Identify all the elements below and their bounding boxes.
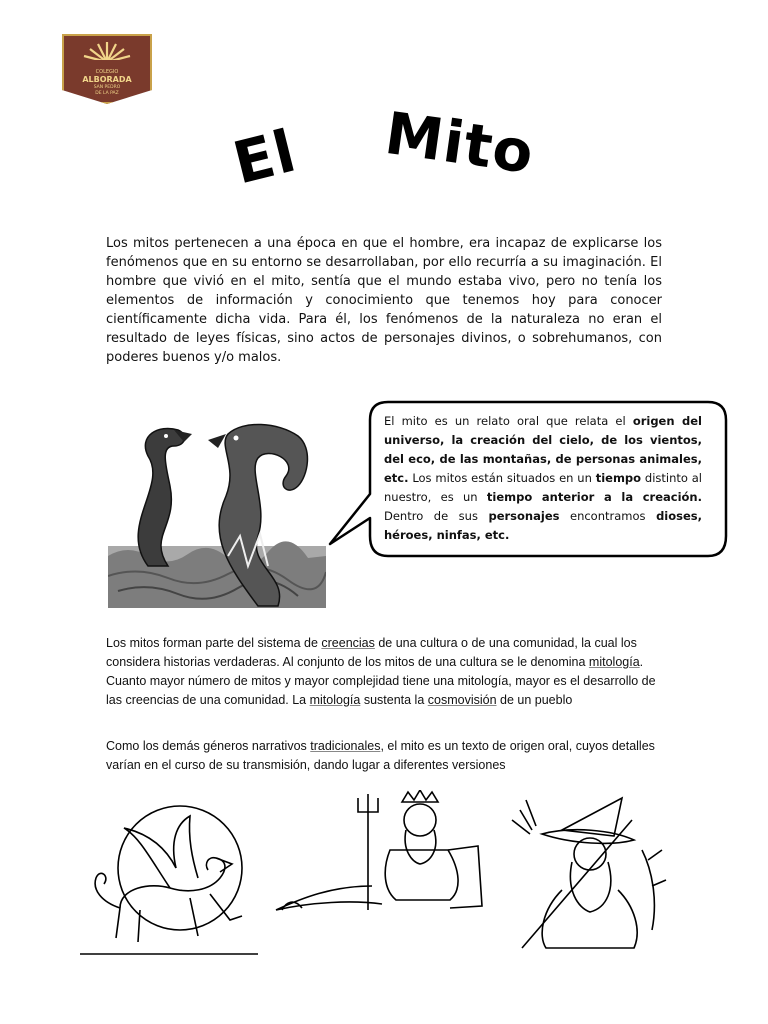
para2-text-5: de un pueblo [496, 693, 573, 707]
neptune-image [272, 790, 488, 916]
griffin-image [80, 798, 258, 956]
bubble-bold-2: tiempo [595, 471, 642, 485]
logo-line-3: SAN PEDRO [93, 85, 121, 90]
para2-text-2: de una cultura o de una comunidad, la cual los considera historias verdaderas. Al conjunto de los mitos de una cultura se le denomina [106, 636, 637, 669]
link-creencias[interactable]: creencias [321, 636, 375, 650]
bubble-text-2: Los mitos están situados en un [408, 471, 596, 485]
para2-text-3: . Cuanto mayor número de mitos y mayor complejidad tiene una mitología, mayor es el desarrollo de las creencias de una comunidad. La [106, 655, 656, 707]
para2-text-4: sustenta la [360, 693, 428, 707]
link-mitologia-2[interactable]: mitología [309, 693, 361, 707]
bubble-text-4: Dentro de sus [384, 509, 489, 523]
bubble-bold-5: dioses, héroes, ninfas, etc. [384, 509, 702, 542]
bubble-bold-3: tiempo anterior a la creación. [486, 490, 702, 504]
logo-line-2: ALBORADA [82, 75, 132, 84]
bubble-text-1: El mito es un relato oral que relata el [384, 414, 633, 428]
bubble-text-3: distinto al nuestro, es un [384, 471, 702, 504]
para2-text-1: Los mitos forman parte del sistema de [106, 636, 322, 650]
bubble-text-5: encontramos [559, 509, 657, 523]
wizard-image [502, 790, 668, 952]
para3-text-2: , el mito es un texto de origen oral, cuyos detalles varían en el curso de su transmisión, dando lugar a diferentes versiones [106, 739, 655, 772]
para3-text-1: Como los demás géneros narrativos [106, 739, 311, 753]
bubble-text [384, 412, 702, 545]
myth-beliefs-paragraph [106, 634, 666, 710]
link-mitologia[interactable]: mitología [588, 655, 640, 669]
bubble-bold-4: personajes [488, 509, 560, 523]
link-tradicionales[interactable]: tradicionales [310, 739, 381, 753]
title-word-2: Mito [380, 98, 539, 188]
sea-serpents-image [108, 416, 326, 608]
intro-paragraph: Los mitos pertenecen a una época en que el hombre, era incapaz de explicarse los fenómenos que en su entorno se desarrollaban, por ello recurría a su imaginación. El hombre que vivió en el mito, sentía que el mundo estaba vivo, pero no tenía los elementos de información y conocimiento que tenemos hoy para conocer científicamente dicha vida. Para él, los fenómenos de la naturaleza no eran el resultado de leyes físicas, sino actos de personajes divinos, o sobrehumanos, con poderes buenos y/o malos. [106, 236, 662, 365]
sunrise-icon [80, 40, 134, 64]
bubble-bold-1: origen del universo, la creación del cielo, de los vientos, del eco, de las montañas, de personas animales, etc. [384, 414, 702, 485]
oral-tradition-paragraph [106, 737, 666, 775]
link-cosmovision[interactable]: cosmovisión [427, 693, 497, 707]
school-logo [62, 34, 152, 104]
page-title [220, 98, 560, 198]
speech-bubble [326, 398, 730, 560]
title-word-1: El [226, 116, 303, 198]
logo-line-1: COLEGIO [95, 69, 119, 75]
logo-line-4: DE LA PAZ [95, 91, 119, 96]
